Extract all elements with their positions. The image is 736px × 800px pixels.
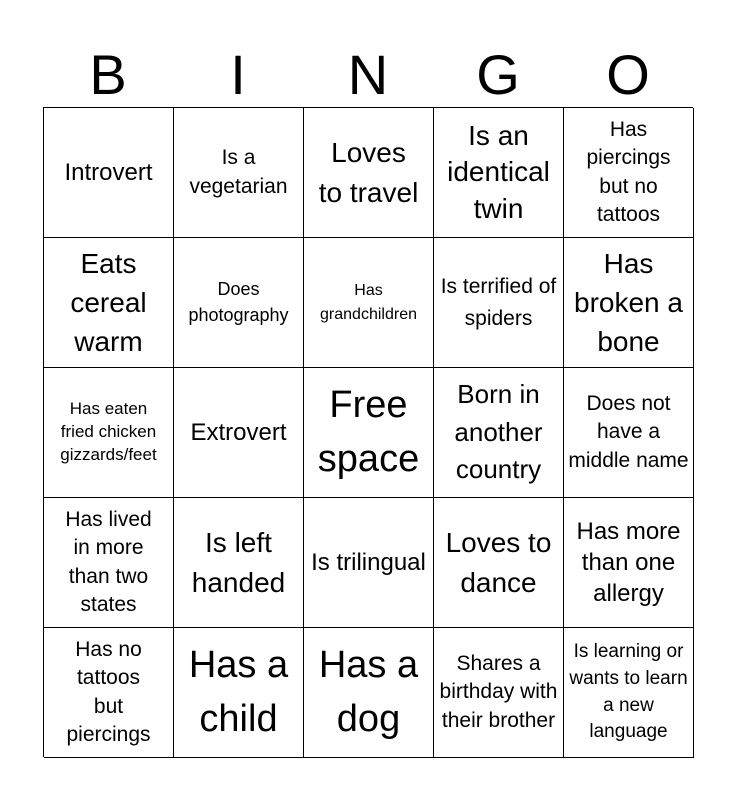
bingo-cell[interactable] xyxy=(44,108,174,238)
bingo-cell[interactable] xyxy=(44,628,174,758)
bingo-cell[interactable] xyxy=(564,628,694,758)
bingo-cell[interactable] xyxy=(174,108,304,238)
bingo-cell[interactable] xyxy=(434,368,564,498)
cell-text: Has piercings but no tattoos xyxy=(586,117,671,226)
cell-text: Is a vegetarian xyxy=(189,146,288,198)
cell-text: Is terrified of spiders xyxy=(440,275,557,330)
cell-text: Shares a birthday with their brother xyxy=(439,651,558,732)
cell-text: Has grandchildren xyxy=(320,282,417,323)
cell-text: Has more than one allergy xyxy=(576,517,681,608)
bingo-cell[interactable] xyxy=(44,368,174,498)
bingo-cell[interactable] xyxy=(434,498,564,628)
bingo-cell[interactable] xyxy=(564,108,694,238)
bingo-cell[interactable] xyxy=(174,628,304,758)
bingo-cell[interactable] xyxy=(174,368,304,498)
cell-text: Is learning or wants to learn a new language xyxy=(569,641,688,743)
cell-text: Is an identical twin xyxy=(447,119,550,224)
cell-text: Has eaten fried chicken gizzards/feet xyxy=(60,399,157,464)
bingo-cell[interactable] xyxy=(434,238,564,368)
cell-text: Is left handed xyxy=(191,527,286,598)
cell-text: Extrovert xyxy=(190,418,287,446)
bingo-cell[interactable] xyxy=(304,108,434,238)
header-letter-b: B xyxy=(89,43,127,106)
cell-text: Eats cereal warm xyxy=(70,247,147,358)
bingo-cell[interactable] xyxy=(564,368,694,498)
bingo-cell[interactable] xyxy=(434,628,564,758)
bingo-cell[interactable] xyxy=(44,238,174,368)
bingo-cell[interactable] xyxy=(564,498,694,628)
header-letter-g: G xyxy=(476,43,520,106)
cell-text: Does photography xyxy=(188,279,289,325)
cell-text: Free space xyxy=(317,384,420,480)
cell-text: Is trilingual xyxy=(311,548,426,576)
cell-text: Born in another country xyxy=(454,378,543,485)
bingo-cell[interactable] xyxy=(174,238,304,368)
bingo-cell[interactable] xyxy=(304,628,434,758)
bingo-cell[interactable] xyxy=(44,498,174,628)
bingo-cell[interactable] xyxy=(174,498,304,628)
header-letter-i: I xyxy=(230,43,246,106)
cell-text: Loves to dance xyxy=(445,527,552,598)
bingo-header xyxy=(43,44,693,106)
cell-text: Has lived in more than two states xyxy=(65,507,152,616)
header-letter-n: N xyxy=(347,43,389,106)
cell-text: Has no tattoos but piercings xyxy=(66,637,151,746)
header-letter-o: O xyxy=(606,43,650,106)
cell-text: Has broken a bone xyxy=(574,247,683,358)
bingo-cell[interactable] xyxy=(434,108,564,238)
bingo-grid xyxy=(43,107,693,757)
cell-text: Has a child xyxy=(188,644,289,740)
cell-text: Introvert xyxy=(64,158,153,186)
cell-text: Does not have a middle name xyxy=(568,391,689,472)
bingo-cell[interactable] xyxy=(304,368,434,498)
bingo-cell[interactable] xyxy=(304,238,434,368)
cell-text: Has a dog xyxy=(318,644,419,740)
bingo-cell[interactable] xyxy=(564,238,694,368)
cell-text: Loves to travel xyxy=(318,137,419,208)
bingo-cell[interactable] xyxy=(304,498,434,628)
